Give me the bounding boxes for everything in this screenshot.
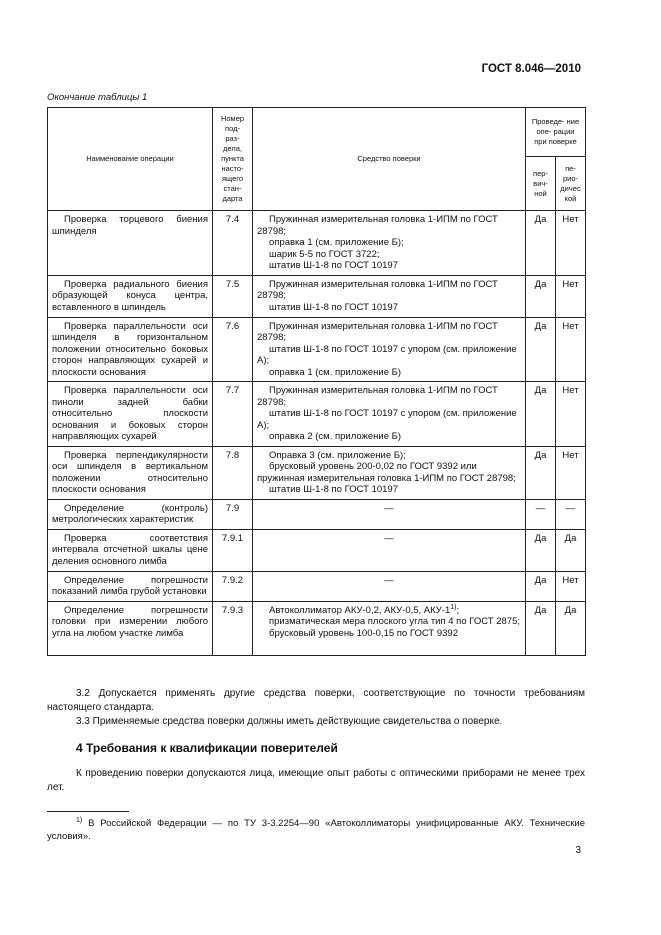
operation-name: Проверка параллельности оси шпинделя в горизонтальном положении относительно боковых сторон направляющих сухарей и плоскости основания [48,317,213,382]
primary-verification: Да [526,275,556,317]
table-row [48,571,586,601]
means-item: шарик 5-5 по ГОСТ 3722; [269,248,380,260]
primary-verification: Да [526,571,556,601]
verification-means [253,601,526,655]
footnote: $^{1)}$ В Российской Федерации — по ТУ 3-3.2254—90 «Автоколлиматоры унифицированные АКУ. Технические условия». [47,816,585,842]
means-item: — [384,502,394,514]
means-item: оправка 1 (см. приложение Б) [269,366,402,378]
paragraph-3-3: 3.3 Применяемые средства поверки должны иметь действующие свидетельства о поверке. [76,716,503,727]
periodic-verification: Нет [556,275,586,317]
periodic-verification: Нет [556,571,586,601]
page-number: 3 [575,845,581,856]
means-item: брусковый уровень 200-0,02 по ГОСТ 9392 или пружинная измерительная головка 1-ИПМ по ГОСТ 28798; [257,461,516,484]
means-item: штатив Ш-1-8 по ГОСТ 10197 [269,484,398,495]
verification-means [253,211,526,276]
table-row [48,446,586,499]
standard-number: ГОСТ 8.046—2010 [481,63,581,75]
verification-means [253,275,526,317]
paragraph-3-2: 3.2 Допускается применять другие средства поверки, соответствующие по точности требованиям настоящего стандарта. [47,688,585,713]
clause-number: 7.9.3 [213,601,253,655]
footnote-ref: 1) [450,603,457,611]
table-row [48,529,586,571]
table-caption: Окончание таблицы 1 [47,92,148,103]
means-item: штатив Ш-1-8 по ГОСТ 10197 [269,260,398,271]
header-clause-number: Номер под- раз- дела, пункта насто- ящего стан- дарта [213,108,253,211]
means-item: — [384,532,394,544]
operation-name: Проверка параллельности оси пиноли задней бабки относительно плоскости основания и боковых сторон направляющих сухарей [48,382,213,447]
operation-name: Проверка перпендикулярности оси шпинделя в вертикальном положении относительно плоскости основания [48,446,213,499]
means-item: Пружинная измерительная головка 1-ИПМ по ГОСТ 28798; [257,278,498,301]
verification-means [253,446,526,499]
means-item: оправка 1 (см. приложение Б); [269,237,404,248]
clause-number: 7.9.2 [213,571,253,601]
periodic-verification: Да [556,601,586,655]
means-item: оправка 2 (см. приложение Б) [269,431,402,442]
primary-verification: Да [526,446,556,499]
header-periodic: пе- рио- дичес кой [556,157,586,211]
operation-name: Определение погрешности головки при измерении любого угла на любом участке лимба [48,601,213,655]
periodic-verification: Нет [556,317,586,382]
clause-number: 7.5 [213,275,253,317]
means-item: штатив Ш-1-8 по ГОСТ 10197 с упором (см. приложение А); [257,408,517,431]
means-item: Пружинная измерительная головка 1-ИПМ по ГОСТ 28798; [257,214,498,237]
clause-number: 7.8 [213,446,253,499]
means-item: — [384,574,394,586]
means-item: призматическая мера плоского угла тип 4 по ГОСТ 2875; [269,616,521,627]
clause-number: 7.7 [213,382,253,447]
clause-number: 7.6 [213,317,253,382]
means-item: штатив Ш-1-8 по ГОСТ 10197 [269,301,398,313]
footnote-separator [47,811,129,812]
means-item: брусковый уровень 100-0,15 по ГОСТ 9392 [269,627,458,639]
verification-means [253,499,526,529]
verification-means [253,317,526,382]
primary-verification: — [526,499,556,529]
header-primary: пер- вич- ной [526,157,556,211]
periodic-verification: Нет [556,211,586,276]
clause-number: 7.4 [213,211,253,276]
clause-number: 7.9 [213,499,253,529]
header-verification-means: Средство поверки [253,108,526,211]
operation-name: Проверка торцевого биения шпинделя [48,211,213,276]
verification-means [253,571,526,601]
means-item: Пружинная измерительная головка 1-ИПМ по ГОСТ 28798; [257,320,498,343]
verification-means [253,382,526,447]
operation-name: Проверка радиального биения образующей конуса центра, вставленного в шпиндель [48,275,213,317]
periodic-verification: Нет [556,382,586,447]
operation-name: Определение (контроль) метрологических характеристик [48,499,213,529]
table-row [48,317,586,382]
table-row [48,601,586,655]
periodic-verification: — [556,499,586,529]
periodic-verification: Да [556,529,586,571]
means-item: штатив Ш-1-8 по ГОСТ 10197 с упором (см. приложение А); [257,343,517,366]
primary-verification: Да [526,317,556,382]
table-row [48,382,586,447]
means-item: Автоколлиматор АКУ-0,2, АКУ-0,5, АКУ-1$^{1)}$; [269,603,460,616]
table-row [48,275,586,317]
periodic-verification: Нет [556,446,586,499]
table-row [48,499,586,529]
section-4-text: К проведению поверки допускаются лица, имеющие опыт работы с оптическими приборами не менее трех лет. [47,768,585,793]
header-operation-name: Наименование операции [48,108,213,211]
verification-means [253,529,526,571]
primary-verification: Да [526,211,556,276]
operation-name: Проверка соответствия интервала отсчетной шкалы цене деления основного лимба [48,529,213,571]
means-item: Оправка 3 (см. приложение Б); [269,449,406,461]
verification-table [47,107,586,656]
operation-name: Определение погрешности показаний лимба грубой установки [48,571,213,601]
primary-verification: Да [526,529,556,571]
primary-verification: Да [526,601,556,655]
table-row [48,211,586,276]
primary-verification: Да [526,382,556,447]
section-4-heading: 4 Требования к квалификации поверителей [76,741,338,755]
header-execution: Проведе- ние опе- рации при поверке [526,108,586,157]
clause-number: 7.9.1 [213,529,253,571]
means-item: Пружинная измерительная головка 1-ИПМ по ГОСТ 28798; [257,385,498,408]
